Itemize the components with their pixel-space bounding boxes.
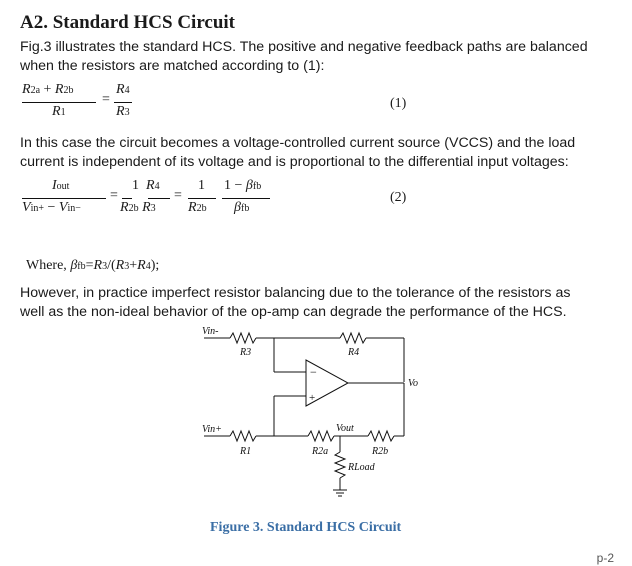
eq2-t1-numerator: 1 R4: [132, 178, 160, 193]
paragraph-2-line-1: In this case the circuit becomes a voltage-controlled current source (VCCS) and the load: [20, 135, 576, 151]
equation-1: [22, 82, 422, 126]
hcs-circuit-diagram: [190, 322, 440, 512]
paragraph-1-line-1: Fig.3 illustrates the standard HCS. The positive and negative feedback paths are balanced: [20, 39, 588, 55]
eq2-t1-bar-a: [122, 198, 132, 199]
where-line: Where, βfb=R3/(R3+R4);: [26, 258, 160, 273]
eq2-t3-bar: [222, 198, 270, 199]
paragraph-1-line-2: when the resistors are matched according to (1):: [20, 58, 325, 74]
eq1-rhs-denominator: R3: [116, 104, 130, 119]
r1-resistor: [230, 431, 256, 441]
r2a-resistor: [308, 431, 334, 441]
eq1-numerator: R2a + R2b: [22, 82, 74, 97]
eq2-t3-denominator: βfb: [234, 200, 250, 215]
label-r3: R3: [240, 347, 252, 358]
eq2-lhs-denominator: Vin+ − Vin−: [22, 200, 81, 215]
eq2-t1-denominator: R2b R3: [120, 200, 156, 215]
eq2-t1-bar-b: [148, 198, 170, 199]
label-vin-plus: Vin+: [202, 424, 222, 435]
r2b-resistor: [368, 431, 394, 441]
eq1-rhs-numerator: R4: [116, 82, 130, 97]
label-r4: R4: [348, 347, 360, 358]
label-r2b: R2b: [372, 446, 389, 457]
eq2-t2-denominator: R2b: [188, 200, 207, 215]
label-opamp-plus: +: [309, 392, 316, 404]
paragraph-2-line-2: current is independent of its voltage and is proportional to the differential input voltages:: [20, 154, 569, 170]
label-vo: Vo: [408, 378, 418, 389]
eq1-label: (1): [390, 96, 407, 111]
paragraph-3-line-1: However, in practice imperfect resistor balancing due to the tolerance of the resistors as: [20, 285, 571, 301]
label-vout: Vout: [336, 423, 354, 434]
paragraph-2: [20, 134, 620, 172]
eq2-label: (2): [390, 190, 407, 205]
figure-caption: Figure 3. Standard HCS Circuit: [210, 520, 402, 535]
eq1-fraction-bar: [22, 102, 96, 103]
paragraph-3: [20, 284, 620, 322]
eq1-denominator: R1: [52, 104, 66, 119]
eq2-t3-numerator: 1 − βfb: [224, 178, 262, 193]
rload-resistor: [335, 452, 345, 478]
r3-resistor: [230, 333, 256, 343]
label-r1: R1: [240, 446, 252, 457]
label-rload: RLoad: [348, 462, 375, 473]
label-opamp-minus: −: [310, 365, 317, 379]
eq2-t2-numerator: 1: [198, 178, 205, 193]
page-number: p-2: [596, 551, 614, 565]
eq2-t2-bar: [188, 198, 216, 199]
r4-resistor: [340, 333, 366, 343]
eq2-lhs-bar: [22, 198, 106, 199]
eq1-equals: =: [102, 92, 110, 107]
eq2-equals-2: =: [174, 188, 182, 203]
eq2-equals-1: =: [110, 188, 118, 203]
equation-2: [22, 178, 382, 222]
eq1-rhs-bar: [114, 102, 132, 103]
section-title: A2. Standard HCS Circuit: [20, 12, 236, 33]
label-r2a: R2a: [312, 446, 329, 457]
label-vin-minus: Vin-: [202, 326, 219, 337]
eq2-lhs-numerator: Iout: [52, 178, 70, 193]
paragraph-1: [20, 38, 620, 76]
paragraph-3-line-2: well as the non-ideal behavior of the op-amp can degrade the performance of the HCS.: [20, 304, 567, 320]
